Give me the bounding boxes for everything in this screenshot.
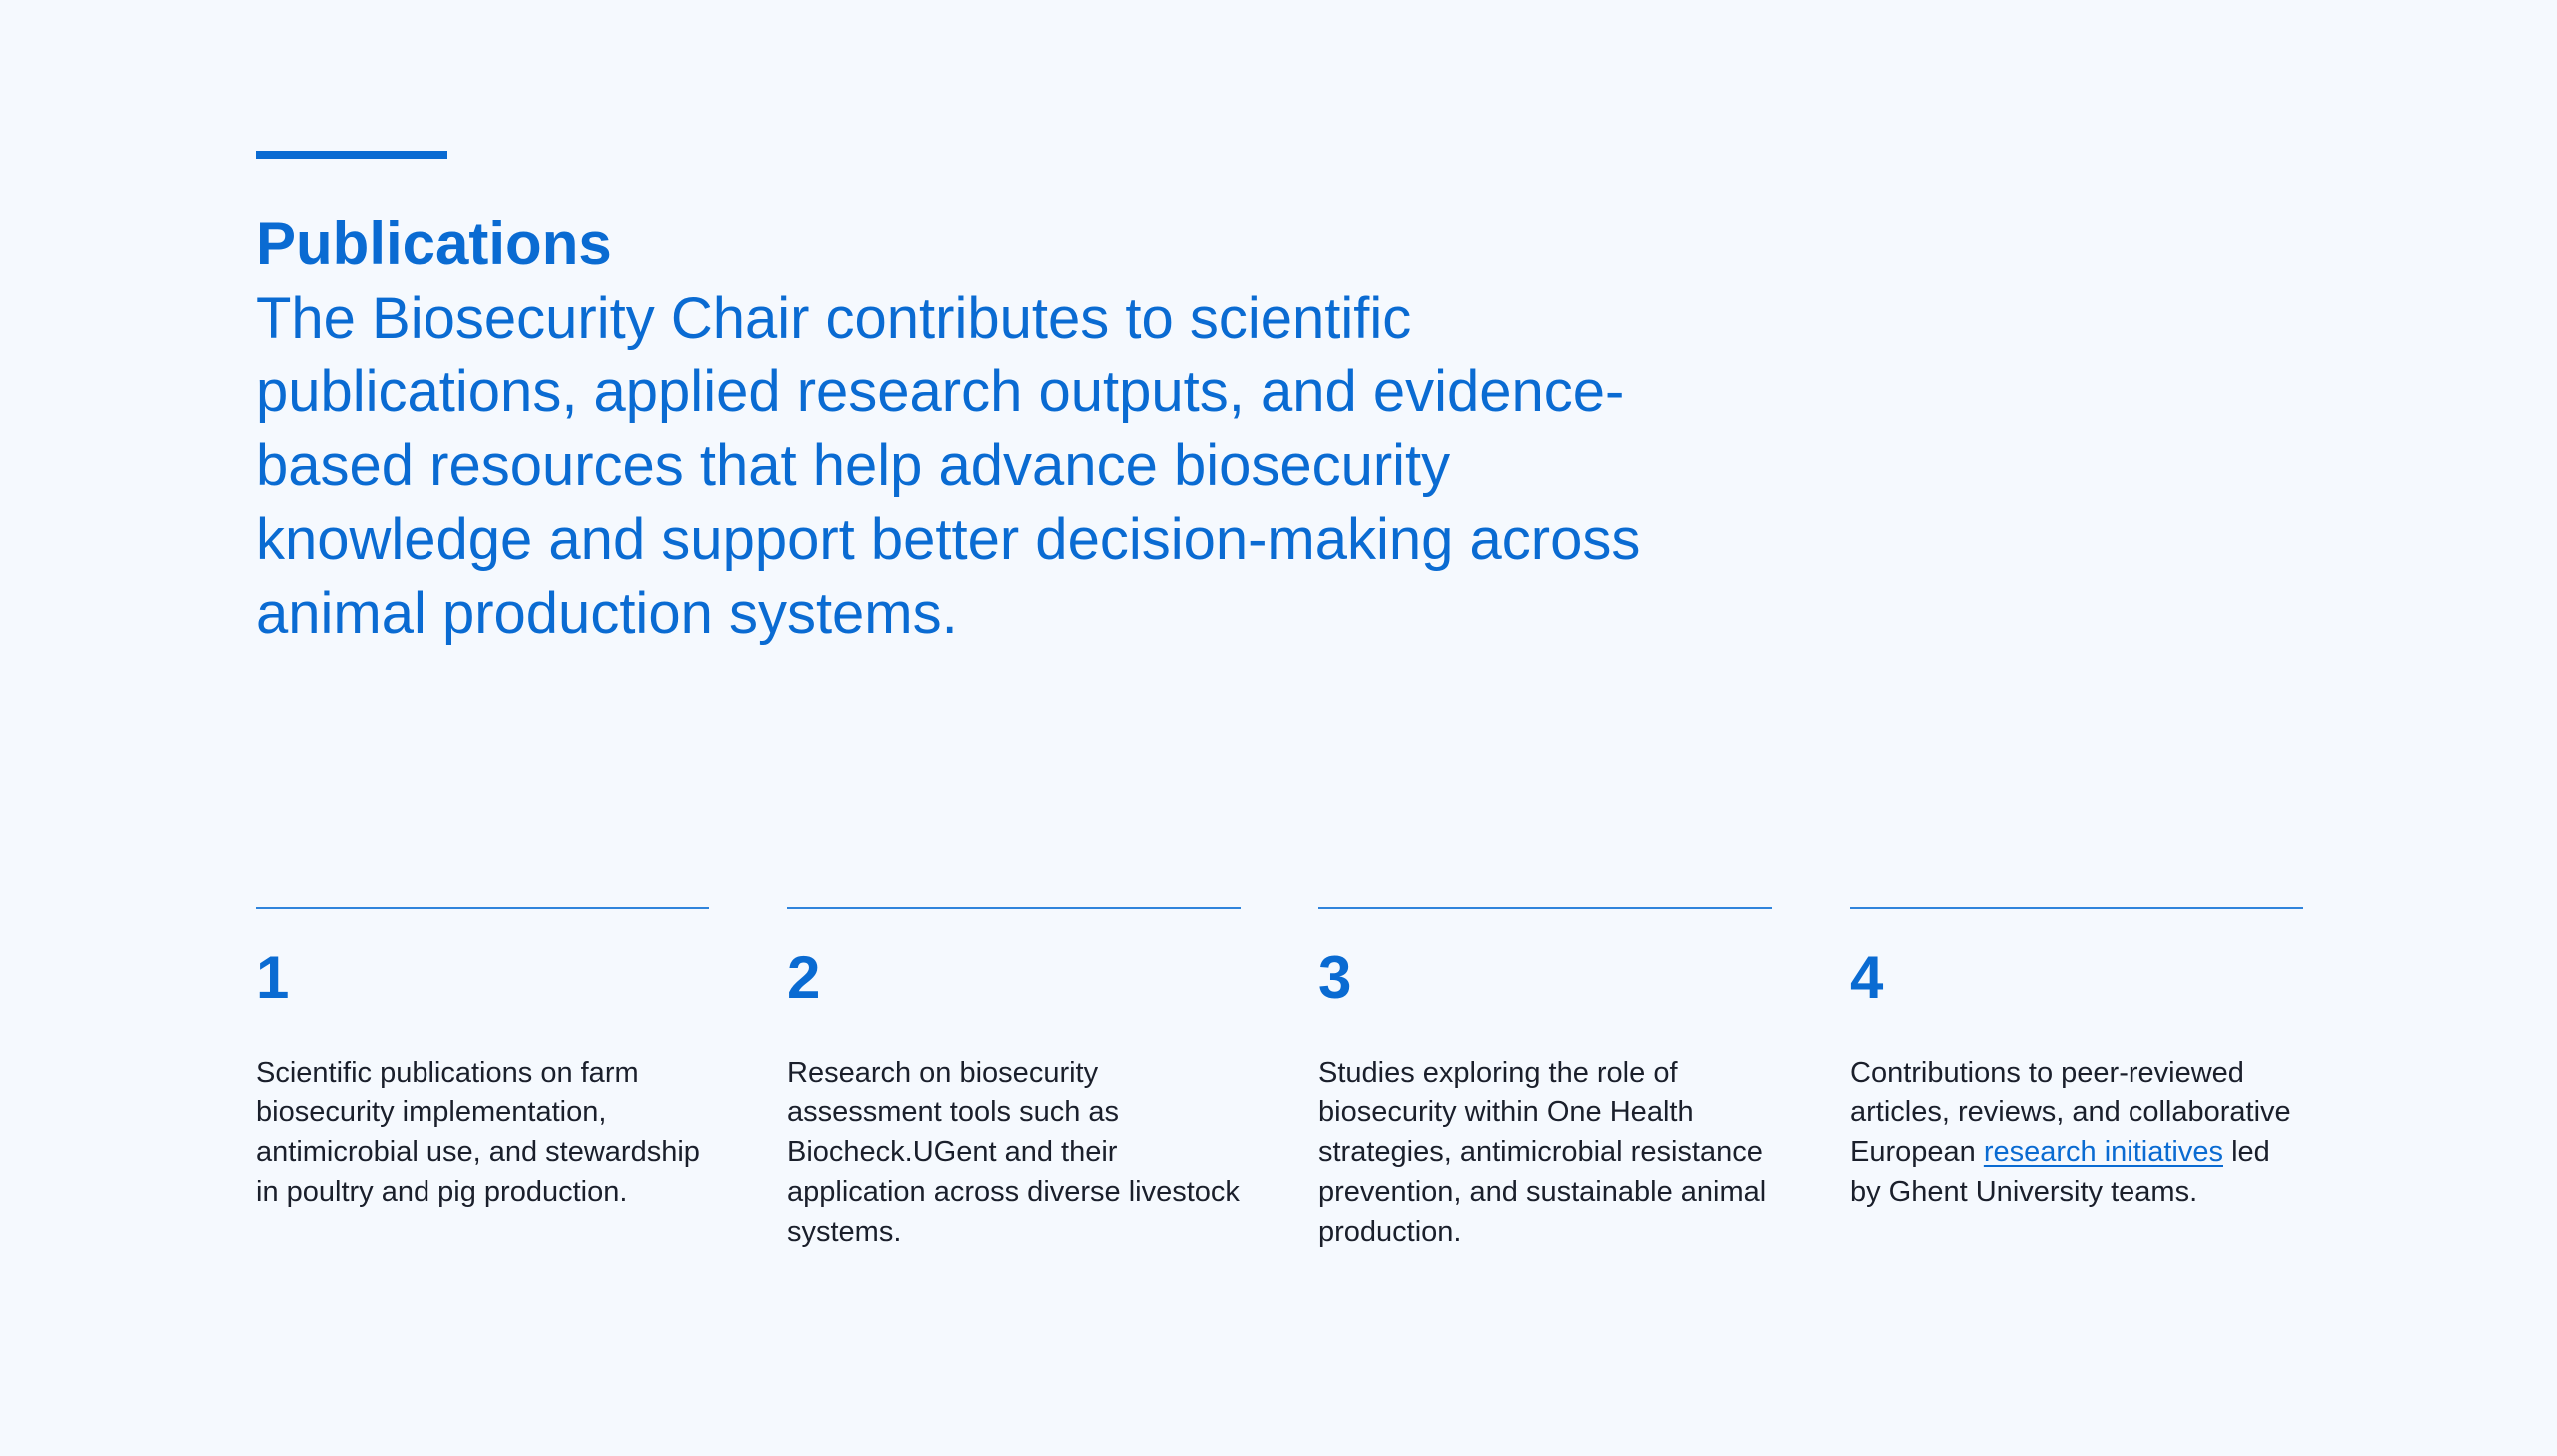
item-number: 2 — [787, 944, 821, 1011]
publication-item-3 — [1318, 907, 1772, 1252]
item-number: 1 — [256, 944, 290, 1011]
item-number: 4 — [1850, 944, 1884, 1011]
item-divider — [256, 907, 709, 909]
publication-item-4 — [1850, 907, 2303, 1252]
item-number: 3 — [1318, 944, 1352, 1011]
item-description: Research on biosecurity assessment tools such as Biocheck.UGent and their application across diverse livestock systems. — [787, 1057, 1240, 1248]
publication-items — [256, 907, 2301, 1252]
research-initiatives-link[interactable]: research initiatives — [1983, 1136, 2223, 1168]
item-text-before: Contributions to peer-reviewed articles, reviews, and collaborative European — [1850, 1057, 2291, 1168]
item-divider — [1318, 907, 1772, 909]
item-description — [1850, 1053, 2303, 1212]
item-description: Studies exploring the role of biosecurity within One Health strategies, antimicrobial resistance prevention, and sustainable animal production. — [1318, 1057, 1767, 1248]
publication-item-1 — [256, 907, 709, 1252]
publication-item-2 — [787, 907, 1241, 1252]
section-intro: The Biosecurity Chair contributes to scientific publications, applied research outputs, and evidence-based resources that help advance biosecurity knowledge and support better decision-making across animal production systems. — [256, 286, 1641, 646]
item-description: Scientific publications on farm biosecurity implementation, antimicrobial use, and stewardship in poultry and pig production. — [256, 1057, 700, 1208]
item-divider — [787, 907, 1241, 909]
section-heading: Publications — [256, 210, 612, 277]
item-text-after: led by Ghent University teams. — [1850, 1136, 2270, 1208]
item-divider — [1850, 907, 2303, 909]
accent-bar — [256, 151, 447, 159]
